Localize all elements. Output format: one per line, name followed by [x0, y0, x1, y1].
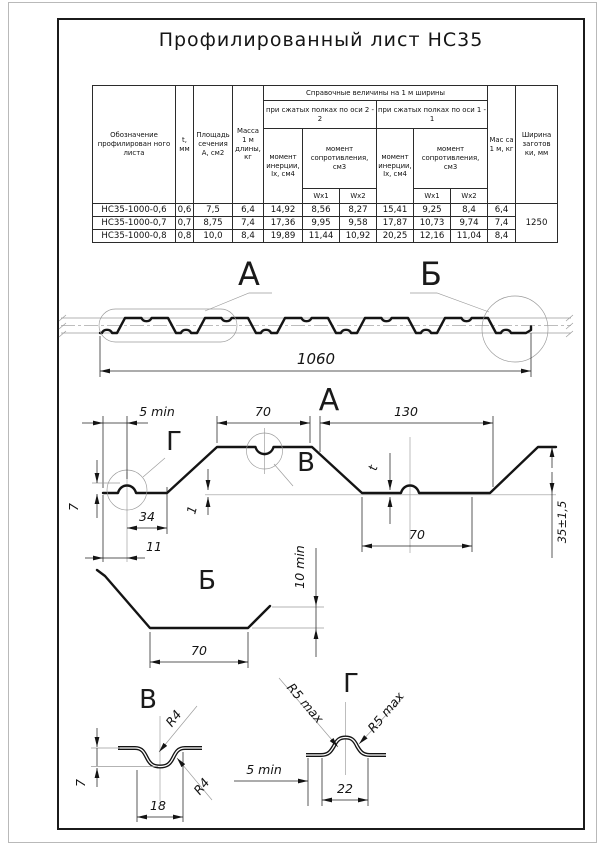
- cell: 8,56: [303, 204, 340, 217]
- cell: 6,4: [233, 204, 264, 217]
- dim-10min: 10 min: [292, 545, 307, 589]
- dim-bottom70: 70: [409, 527, 425, 542]
- col-inertia-1-1: момент инерции, Ix, см4: [377, 129, 414, 204]
- cell: 12,16: [414, 230, 451, 243]
- cell: 0,6: [176, 204, 194, 217]
- cell: 8,27: [340, 204, 377, 217]
- detail-b-marker: [482, 296, 548, 362]
- cell: 19,89: [264, 230, 303, 243]
- drawing-title: Профилированный лист НС35: [158, 29, 484, 51]
- cell: НС35-1000-0,6: [93, 204, 176, 217]
- col-area: Площадь сечения А, см2: [194, 86, 233, 204]
- col-wx1: Wx1: [414, 189, 451, 204]
- detail-b-profile-path: [97, 570, 270, 628]
- cell: 9,58: [340, 217, 377, 230]
- col-reference: Справочные величины на 1 м ширины: [264, 86, 488, 101]
- leader-g: [143, 458, 165, 477]
- cell: 17,36: [264, 217, 303, 230]
- dim-11: 11: [146, 539, 162, 554]
- col-wx2: Wx2: [451, 189, 488, 204]
- cell: 8,4: [233, 230, 264, 243]
- dim-v-7: 7: [73, 779, 88, 787]
- dim-34: 34: [139, 509, 155, 524]
- col-mass-1m: Мас са 1 м, кг: [488, 86, 516, 204]
- col-wx1: Wx1: [303, 189, 340, 204]
- col-axis-2-2: при сжатых полках по оси 2 - 2: [264, 101, 377, 129]
- cell: 7,5: [194, 204, 233, 217]
- dim-22: 22: [337, 781, 353, 796]
- detail-v-title: В: [139, 685, 157, 715]
- cell: 10,92: [340, 230, 377, 243]
- cell: 9,25: [414, 204, 451, 217]
- cell: НС35-1000-0,8: [93, 230, 176, 243]
- col-resist-1-1: момент сопротивления, см3: [414, 129, 488, 189]
- col-designation: Обозначение профилирован ного листа: [93, 86, 176, 204]
- cell: 9,74: [451, 217, 488, 230]
- detail-g-view: [234, 669, 407, 806]
- cell: 20,25: [377, 230, 414, 243]
- dim-1: 1: [183, 504, 200, 516]
- dim-130: 130: [394, 404, 418, 419]
- leader-a: [205, 293, 272, 311]
- dim-total-width: 1060: [296, 350, 336, 368]
- dim-r5-right: R5 max: [364, 688, 407, 736]
- overview-label-b: Б: [420, 255, 442, 293]
- cell: 7,4: [233, 217, 264, 230]
- dim-top70: 70: [255, 404, 271, 419]
- label-g: Г: [166, 427, 182, 457]
- dim-g-5min: 5 min: [246, 762, 282, 777]
- col-thickness: t, мм: [176, 86, 194, 204]
- cell: 10,73: [414, 217, 451, 230]
- cell: 17,87: [377, 217, 414, 230]
- detail-b-view: [97, 545, 324, 668]
- cell: 15,41: [377, 204, 414, 217]
- cell: 10,0: [194, 230, 233, 243]
- detail-b-title: Б: [198, 566, 216, 596]
- cell: 0,8: [176, 230, 194, 243]
- dim-5min: 5 min: [139, 404, 175, 419]
- dim-height: 35±1,5: [555, 500, 569, 544]
- cell: 14,92: [264, 204, 303, 217]
- col-inertia-2-2: момент инерции, Ix, см4: [264, 129, 303, 204]
- cell: 6,4: [488, 204, 516, 217]
- overview-profile-view: [59, 255, 573, 418]
- cell: 11,04: [451, 230, 488, 243]
- col-wx2: Wx2: [340, 189, 377, 204]
- cell: 8,4: [488, 230, 516, 243]
- section-a-title: А: [318, 383, 340, 418]
- detail-a-view: [66, 404, 569, 562]
- col-mass-length: Масса 1 м длины, кг: [233, 86, 264, 204]
- label-v: В: [297, 448, 315, 478]
- dim-18: 18: [150, 798, 166, 813]
- cell: 11,44: [303, 230, 340, 243]
- dim-r4-lower: R4: [190, 775, 213, 798]
- dim-r5-left: R5 max: [284, 680, 327, 727]
- leader-b: [410, 293, 489, 312]
- detail-v-view: [73, 685, 213, 822]
- cell: 0,7: [176, 217, 194, 230]
- col-resist-2-2: момент сопротивления, см3: [303, 129, 377, 189]
- cell-blank-width: 1250: [516, 204, 558, 243]
- dim-r4-upper: R4: [162, 707, 185, 730]
- cell: НС35-1000-0,7: [93, 217, 176, 230]
- cell: 8,75: [194, 217, 233, 230]
- col-axis-1-1: при сжатых полках по оси 1 - 1: [377, 101, 488, 129]
- overview-label-a: А: [238, 255, 260, 293]
- cell: 8,4: [451, 204, 488, 217]
- cell: 7,4: [488, 217, 516, 230]
- dim-t: t: [364, 463, 381, 473]
- detail-g-sheet-path: [306, 738, 386, 756]
- dim-7: 7: [66, 503, 81, 511]
- detail-g-title: Г: [343, 669, 359, 699]
- cell: 9,95: [303, 217, 340, 230]
- dim-b-70: 70: [191, 643, 207, 658]
- col-blank-width: Ширина заготов ки, мм: [516, 86, 558, 204]
- leader-v: [274, 464, 293, 486]
